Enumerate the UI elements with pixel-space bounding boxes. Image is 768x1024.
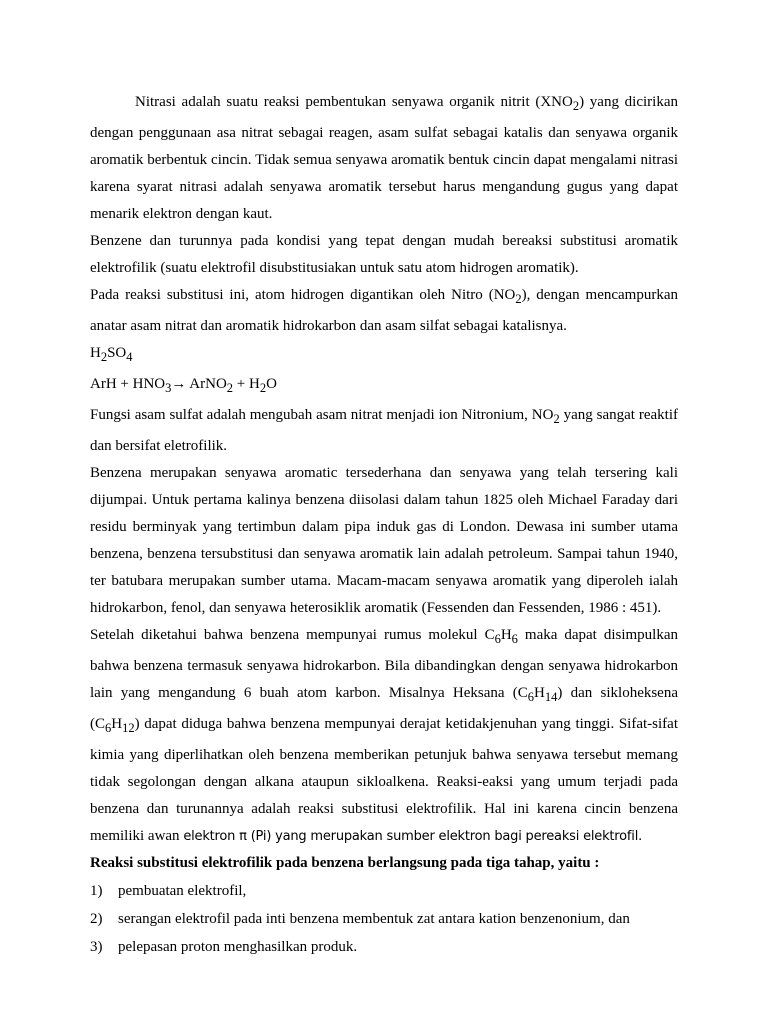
text: O xyxy=(266,376,277,392)
list-number: 2) xyxy=(90,911,103,927)
list-number: 1) xyxy=(90,883,103,899)
subscript: 2 xyxy=(515,292,522,306)
text: ) yang dicirikan dengan penggunaan asa nitrat sebagai reagen, asam sulfat sebagai katalis dan senyawa organik aromatik berbentuk cincin. Tidak semua senyawa aromatik bentuk cincin dapat mengalami nitrasi karena syarat nitrasi adalah senyawa aromatik tersebut harus mengandung gugus yang dapat menarik elektron dengan kaut. xyxy=(90,94,678,222)
subscript: 3 xyxy=(165,381,172,395)
subscript: 6 xyxy=(527,690,535,704)
subscript: 2 xyxy=(100,350,108,364)
subscript: 2 xyxy=(572,99,580,113)
text: maka dapat disimpulkan bahwa benzena termasuk senyawa hidrokarbon. Bila dibandingkan dengan senyawa hidrokarbon lain yang mengandung 6 buah atom karbon. Misalnya Heksana (C xyxy=(90,627,678,701)
text-sans: elektron π (Pi) yang merupakan sumber elektron bagi pereaksi elektrofil. xyxy=(183,829,643,844)
text: ) dapat diduga bahwa benzena mempunyai derajat ketidakjenuhan yang tinggi. Sifat-sifat kimia yang diperlihatkan oleh benzena memberikan petunjuk bahwa senyawa tersebut memang tidak segolongan dengan alkana ataupun sikloalkena. Reaksi-eaksi yang umum terjadi pada benzena dan turunannya adalah reaksi substitusi elektrofilik. Hal ini karena cincin benzena memiliki awan xyxy=(90,716,678,844)
steps-list xyxy=(90,877,678,961)
subscript: 4 xyxy=(126,350,133,364)
list-text: pembuatan elektrofil, xyxy=(118,883,247,899)
text: ), dengan mencampurkan anatar asam nitrat dan aromatik hidrokarbon dan asam silfat sebagai katalisnya. xyxy=(90,287,678,334)
paragraph-fungsi xyxy=(90,402,678,460)
subscript: 6 xyxy=(511,632,518,646)
text: H xyxy=(90,345,101,361)
text: + H xyxy=(233,376,260,392)
text: H xyxy=(111,716,123,732)
document-body xyxy=(90,89,678,961)
text: H xyxy=(534,685,545,701)
subscript: 12 xyxy=(122,721,135,735)
list-item xyxy=(90,905,678,933)
subscript: 2 xyxy=(226,381,234,395)
reaction-equation xyxy=(90,371,678,402)
text: ) dan sikloheksena (C xyxy=(90,685,679,732)
text: Nitrasi adalah suatu reaksi pembentukan senyawa organik nitrit (XNO xyxy=(135,94,573,110)
text: yang sangat reaktif dan bersifat eletrofilik. xyxy=(90,407,678,454)
subscript: 6 xyxy=(105,721,112,735)
list-item xyxy=(90,877,678,905)
text: Setelah diketahui bahwa benzena mempunyai rumus molekul C xyxy=(90,627,495,643)
paragraph-benzena-formula xyxy=(90,622,678,850)
subscript: 2 xyxy=(553,412,560,426)
section-heading: Reaksi substitusi elektrofilik pada benzena berlangsung pada tiga tahap, yaitu : xyxy=(90,855,600,871)
arrow-icon: → xyxy=(171,376,187,392)
text: Fungsi asam sulfat adalah mengubah asam nitrat menjadi ion Nitronium, NO xyxy=(90,407,554,423)
paragraph-benzene: Benzene dan turunnya pada kondisi yang tepat dengan mudah bereaksi substitusi aromatik elektrofilik (suatu elektrofil disubstitusiakan untuk satu atom hidrogen aromatik). xyxy=(90,233,678,276)
text: ArNO xyxy=(186,376,227,392)
catalyst-formula xyxy=(90,340,678,371)
text: ArH + HNO xyxy=(90,376,166,392)
subscript: 14 xyxy=(544,690,558,704)
list-text: serangan elektrofil pada inti benzena membentuk zat antara kation benzenonium, dan xyxy=(118,911,630,927)
subscript: 6 xyxy=(494,632,501,646)
text: Pada reaksi substitusi ini, atom hidrogen digantikan oleh Nitro (NO xyxy=(90,287,516,303)
list-number: 3) xyxy=(90,939,103,955)
subscript: 2 xyxy=(259,381,267,395)
paragraph-benzena-history: Benzena merupakan senyawa aromatic tersederhana dan senyawa yang telah tersering kali dijumpai. Untuk pertama kalinya benzena diisolasi dalam tahun 1825 oleh Michael Faraday dari residu berminyak yang tertimbun dalam pipa induk gas di London. Dewasa ini sumber utama benzena, benzena tersubstitusi dan senyawa aromatik lain adalah petroleum. Sampai tahun 1940, ter batubara merupakan sumber utama. Macam-macam senyawa aromatik yang diperoleh ialah hidrokarbon, fenol, dan senyawa heterosiklik aromatik (Fessenden dan Fessenden, 1986 : 451). xyxy=(90,465,678,616)
paragraph-nitrasi xyxy=(90,89,678,228)
text: SO xyxy=(107,345,127,361)
list-item xyxy=(90,933,678,961)
paragraph-substitusi xyxy=(90,282,678,340)
text: H xyxy=(500,627,512,643)
list-text: pelepasan proton menghasilkan produk. xyxy=(118,939,358,955)
